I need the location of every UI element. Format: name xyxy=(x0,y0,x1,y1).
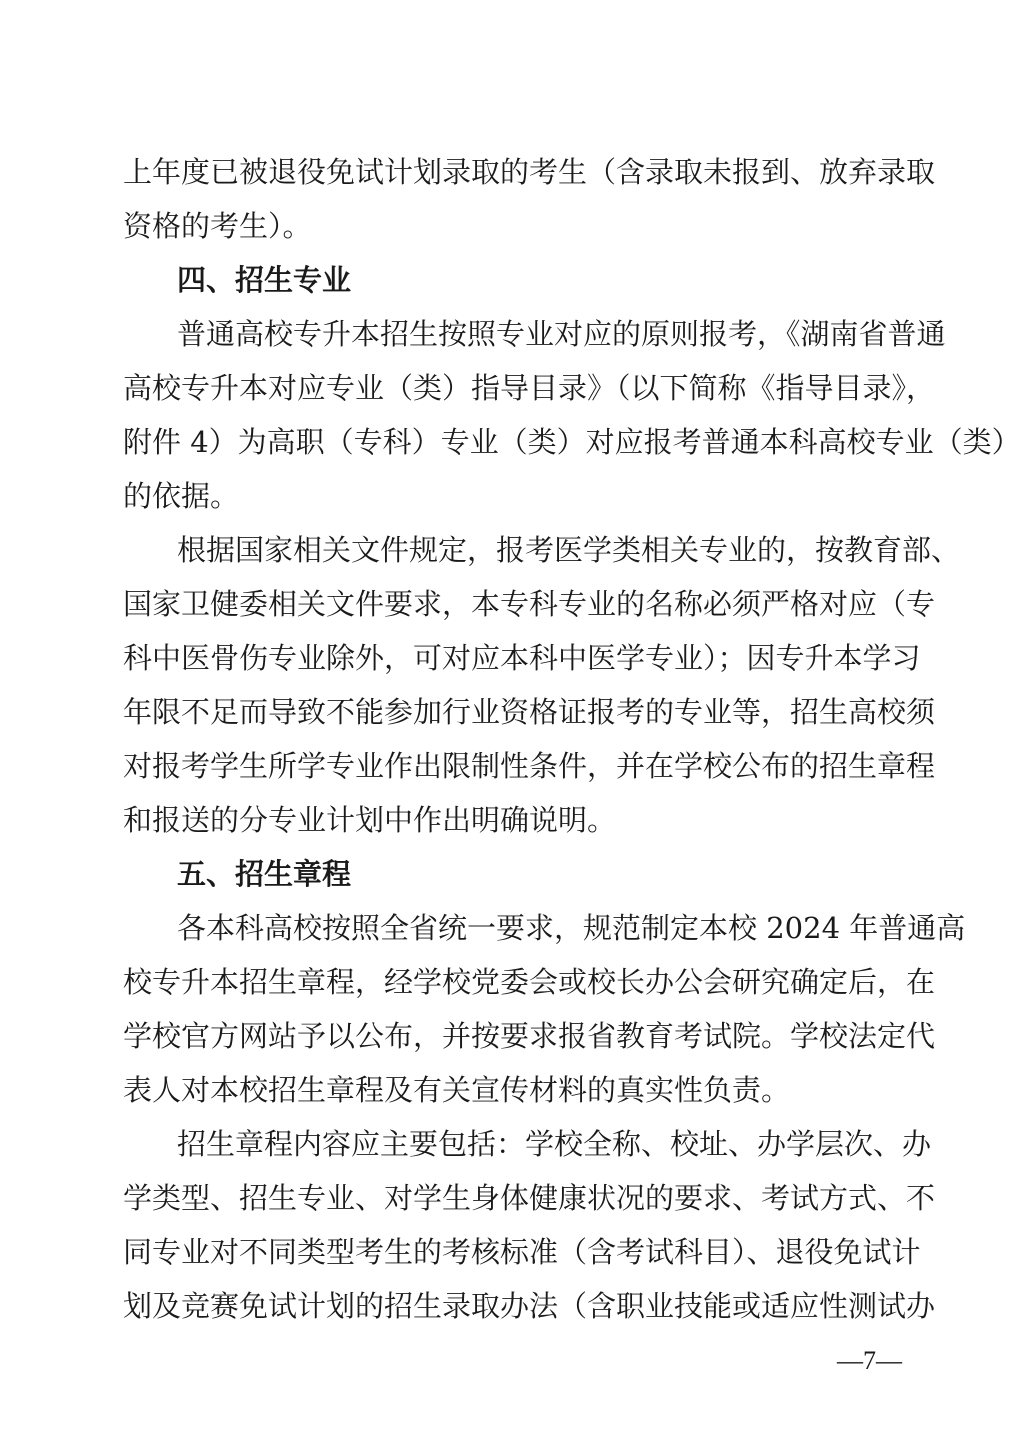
text-line: 同专业对不同类型考生的考核标准（含考试科目）、退役免试计 xyxy=(123,1235,921,1269)
document-body xyxy=(123,145,1021,1333)
text-line: 和报送的分专业计划中作出明确说明。 xyxy=(123,803,617,837)
text-line: 资格的考生）。 xyxy=(123,209,312,243)
text-line: 根据国家相关文件规定，报考医学类相关专业的，按教育部、 xyxy=(177,533,961,567)
text-line: 科中医骨伤专业除外，可对应本科中医学专业）；因专升本学习 xyxy=(123,641,921,675)
text-line: 学类型、招生专业、对学生身体健康状况的要求、考试方式、不 xyxy=(123,1181,936,1215)
paragraph xyxy=(123,523,961,847)
text-line: 的依据。 xyxy=(123,479,240,513)
paragraph xyxy=(123,1117,936,1333)
text-line: 国家卫健委相关文件要求，本专科专业的名称必须严格对应（专 xyxy=(123,587,936,621)
text-line: 校专升本招生章程，经学校党委会或校长办公会研究确定后，在 xyxy=(123,965,936,999)
paragraph xyxy=(123,145,936,253)
paragraph xyxy=(123,307,1021,523)
text-line: 划及竞赛免试计划的招生录取办法（含职业技能或适应性测试办 xyxy=(123,1289,936,1323)
text-line: 表人对本校招生章程及有关宣传材料的真实性负责。 xyxy=(123,1073,791,1107)
text-line: 招生章程内容应主要包括：学校全称、校址、办学层次、办 xyxy=(177,1127,932,1161)
text-line: 附件 4）为高职（专科）专业（类）对应报考普通本科高校专业（类） xyxy=(123,425,1021,459)
text-line: 学校官方网站予以公布，并按要求报省教育考试院。学校法定代 xyxy=(123,1019,936,1053)
section-heading: 四、招生专业 xyxy=(177,263,352,297)
text-line: 年限不足而导致不能参加行业资格证报考的专业等，招生高校须 xyxy=(123,695,936,729)
text-line: 各本科高校按照全省统一要求，规范制定本校 2024 年普通高 xyxy=(177,911,966,945)
text-line: 上年度已被退役免试计划录取的考生（含录取未报到、放弃录取 xyxy=(123,155,936,189)
text-line: 对报考学生所学专业作出限制性条件，并在学校公布的招生章程 xyxy=(123,749,936,783)
text-line: 普通高校专升本招生按照专业对应的原则报考，《湖南省普通 xyxy=(177,317,946,351)
paragraph xyxy=(123,901,966,1117)
page-number: —7— xyxy=(837,1346,902,1375)
section-heading: 五、招生章程 xyxy=(177,857,352,891)
text-line: 高校专升本对应专业（类）指导目录》（以下简称《指导目录》， xyxy=(123,371,936,405)
